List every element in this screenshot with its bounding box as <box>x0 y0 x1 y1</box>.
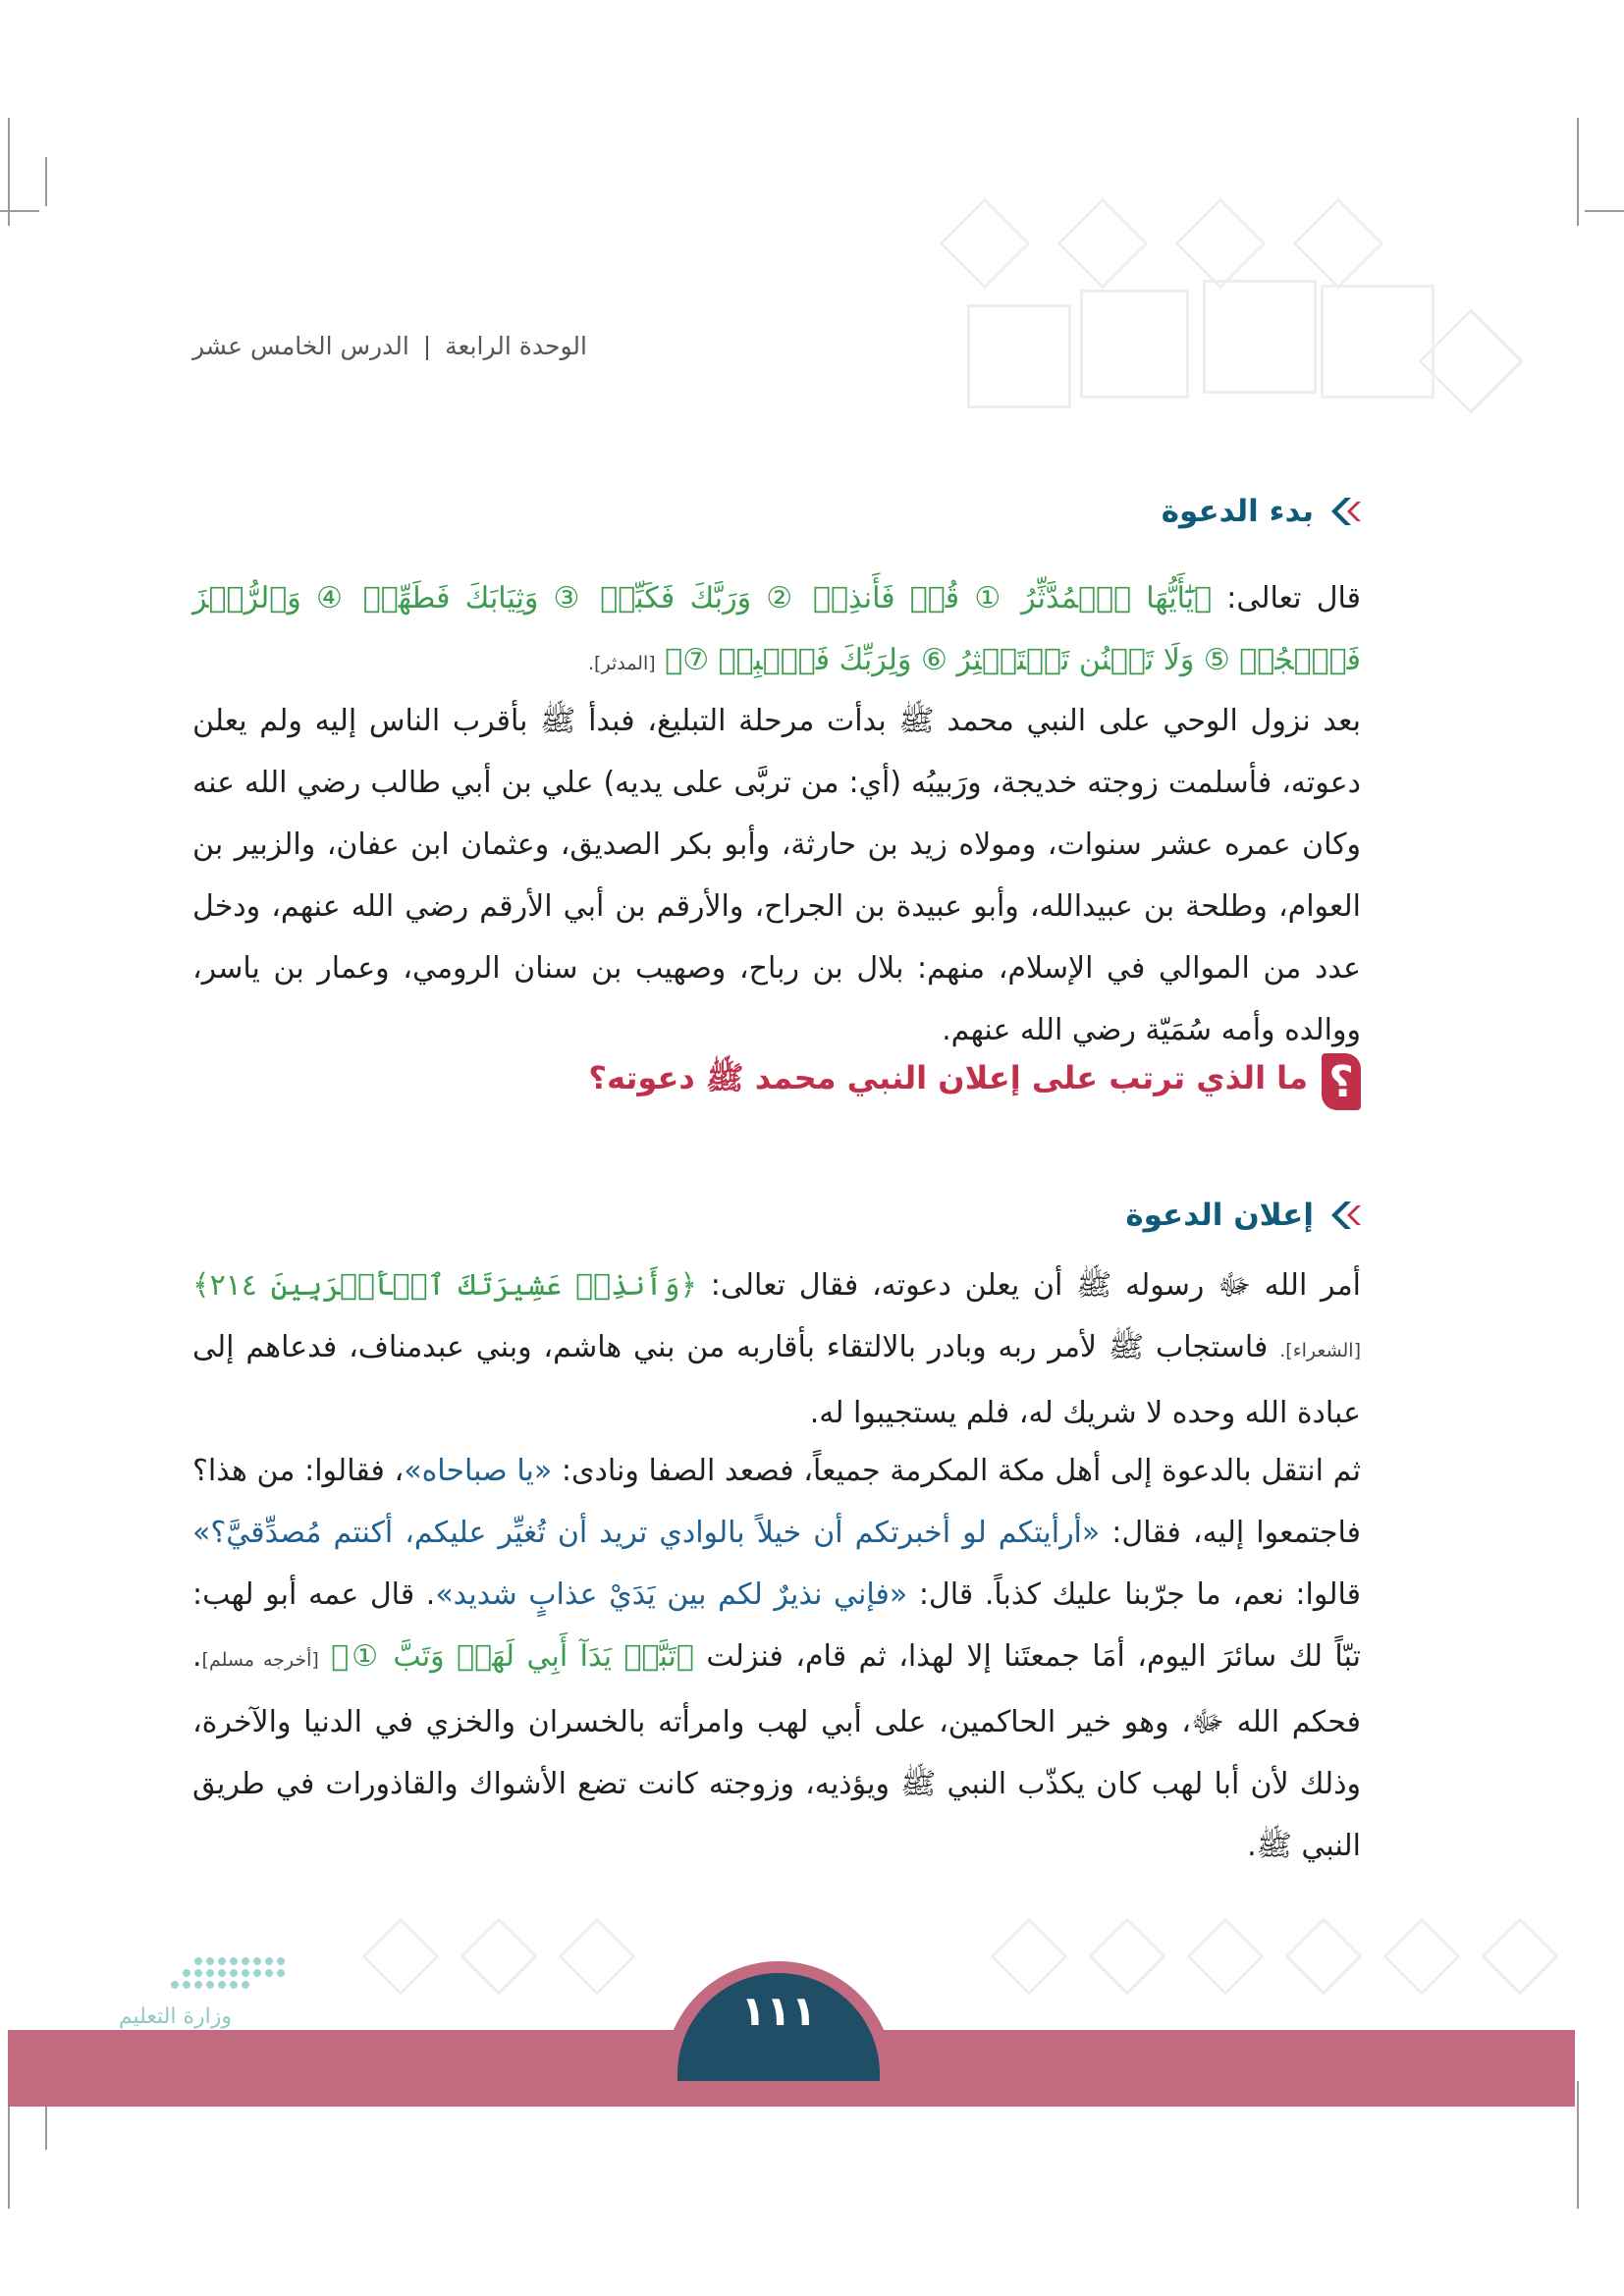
verse-reference: [المدثر]. <box>588 653 656 674</box>
hadith-quote: «يا صباحاه» <box>404 1454 553 1488</box>
verse-intro: قال تعالى: <box>1212 581 1361 615</box>
running-header <box>192 332 587 360</box>
crop-mark <box>0 210 39 212</box>
quran-verse: ﴿يَٰٓأَيُّهَا ٱلۡمُدَّثِّرُ ① قُمۡ فَأَنذِرۡ ② وَرَبَّكَ فَكَبِّرۡ ③ وَثِيَابَكَ فَطَهِّرۡ ④ وَٱلرُّجۡزَ فَٱهۡجُرۡ ⑤ وَلَا تَمۡنُن تَسۡتَكۡثِرُ ⑥ وَلِرَبِّكَ فَٱصۡبِرۡ ⑦﴾ <box>192 581 1361 677</box>
decorative-shape <box>990 1917 1067 1995</box>
verse-paragraph <box>192 567 1361 695</box>
decorative-shape <box>1382 1917 1460 1995</box>
header-lesson: الدرس الخامس عشر <box>192 332 409 360</box>
question-block <box>588 1053 1361 1110</box>
body-paragraph <box>192 1255 1361 1444</box>
section-title: إعلان الدعوة <box>1125 1198 1314 1233</box>
ministry-logo-icon <box>81 1948 306 2056</box>
ministry-name: وزارة التعليم <box>118 2004 232 2029</box>
decorative-shape <box>460 1917 537 1995</box>
text-run: فاستجاب ﷺ لأمر ربه وبادر بالالتقاء بأقاربه من بني هاشم، وبني عبدمناف، فدعاهم إلى عبادة الله وحده لا شريك له، فلم يستجيبوا له. <box>192 1330 1361 1430</box>
decorative-shape <box>1203 280 1317 394</box>
crop-mark <box>45 157 47 206</box>
crop-mark <box>45 2101 47 2150</box>
section-title: بدء الدعوة <box>1161 494 1314 529</box>
verse-reference: [أخرجه مسلم] <box>201 1649 319 1671</box>
crop-mark <box>1585 210 1624 212</box>
text-run: ، فقالوا: من هذا؟ فاجتمعوا إليه، فقال: <box>192 1454 1361 1550</box>
decorative-shape <box>939 197 1030 289</box>
decorative-shape <box>967 304 1071 408</box>
crop-mark <box>1577 118 1579 226</box>
chevron-left-icon <box>1326 494 1361 529</box>
header-separator: | <box>422 332 432 360</box>
verse-reference: [الشعراء]. <box>1279 1340 1361 1362</box>
hadith-quote: «فإني نذيرٌ لكم بين يَدَيْ عذابٍ شديد» <box>435 1577 908 1612</box>
decorative-shape <box>1174 197 1266 289</box>
body-paragraph: بعد نزول الوحي على النبي محمد ﷺ بدأت مرحلة التبليغ، فبدأ ﷺ بأقرب الناس إليه ولم يعلن دعوته، فأسلمت زوجته خديجة، ورَبيبُه (أي: من تربَّى على يديه) علي بن أبي طالب رضي الله عنه وكان عمره عشر سنوات، ومولاه زيد بن حارثة، وأبو بكر الصديق، وعثمان ابن عفان، والزبير بن العوام، وطلحة بن عبيدالله، وأبو عبيدة بن الجراح، والأرقم بن أبي الأرقم رضي الله عنهم، ودخل عدد من الموالي في الإسلام، منهم: بلال بن رباح، وصهيب بن سنان الرومي، وعمار بن ياسر، ووالده وأمه سُمَيّة رضي الله عنهم. <box>192 704 1361 1047</box>
decorative-shape <box>1284 1917 1362 1995</box>
decorative-shape <box>558 1917 635 1995</box>
chevron-left-icon <box>1326 1198 1361 1233</box>
quran-verse: ﴿وَأَنذِرۡ عَشِيرَتَكَ ٱلۡأَقۡرَبِينَ ٢١٤﴾ <box>192 1268 698 1303</box>
text-run: ثم انتقل بالدعوة إلى أهل مكة المكرمة جميعاً، فصعد الصفا ونادى: <box>552 1454 1361 1488</box>
header-unit: الوحدة الرابعة <box>445 332 587 360</box>
decorative-shape <box>1186 1917 1264 1995</box>
quran-verse: ﴿تَبَّتۡ يَدَآ أَبِي لَهَبٖ وَتَبَّ ①﴾ <box>331 1639 694 1674</box>
decorative-shape <box>1080 290 1189 399</box>
section-heading-announce <box>1125 1198 1361 1233</box>
hadith-quote: «أرأيتكم لو أخبرتكم أن خيلاً بالوادي تريد أن تُغيِّر عليكم، أكنتم مُصدِّقيَّ؟» <box>192 1516 1101 1550</box>
decorative-shape <box>1481 1917 1558 1995</box>
decorative-shape <box>1088 1917 1165 1995</box>
question-text: ما الذي ترتب على إعلان النبي محمد ﷺ دعوته؟ <box>588 1059 1308 1096</box>
decorative-shape <box>361 1917 439 1995</box>
text-run: . فحكم الله ﷻ، وهو خير الحاكمين، على أبي لهب وامرأته بالخسران والخزي في الدنيا والآخرة، وذلك لأن أبا لهب كان يكذّب النبي ﷺ ويؤذيه، وزوجته كانت تضع الأشواك والقاذورات في طريق النبي ﷺ. <box>192 1639 1361 1863</box>
body-paragraph <box>192 1440 1361 1877</box>
decorative-shape <box>1056 197 1148 289</box>
decorative-shape <box>1292 197 1383 289</box>
crop-mark <box>1577 2081 1579 2209</box>
section-heading-start <box>1162 494 1361 529</box>
text-run: قالوا: نعم، ما جرّبنا عليك كذباً. قال: <box>907 1577 1361 1612</box>
page-number: ١١١ <box>677 1973 880 2081</box>
decorative-shape <box>1321 285 1435 399</box>
text-run: . قال عمه أبو لهب: تبّاً لك سائرَ اليوم، أمَا جمعتَنا إلا لهذا، ثم قام، فنزلت <box>192 1577 1361 1674</box>
question-mark-icon: ؟ <box>1322 1053 1361 1110</box>
text-run: أمر الله ﷻ رسوله ﷺ أن يعلن دعوته، فقال تعالى: <box>697 1268 1361 1303</box>
